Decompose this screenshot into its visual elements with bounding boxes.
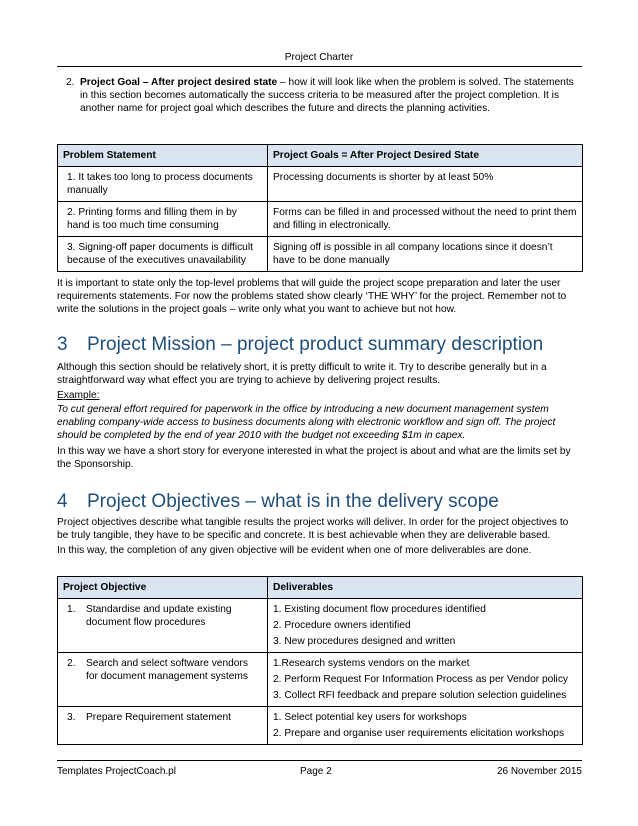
- section-4-title: Project Objectives – what is in the delivery scope: [87, 491, 499, 512]
- problem-cell: 2. Printing forms and filling them in by hand is too much time consuming: [58, 202, 268, 237]
- deliverable-item: 2. Procedure owners identified: [273, 620, 411, 631]
- deliverable-item: 3. Collect RFI feedback and prepare solution selection guidelines: [273, 690, 567, 701]
- table-row: [58, 167, 583, 202]
- header-rule: [57, 66, 582, 67]
- section-3-intro: Although this section should be relatively short, it is pretty difficult to write it. Try to describe generally but in a straightforward way what effect you are trying to achieve by delivering project results.: [57, 362, 547, 387]
- objective-cell: [58, 653, 268, 707]
- goal-text: – how it will look like when the problem is solved. The statements in this section becomes automatically the success criteria to be measured after the project completion. It is another name for project goal which describes the future and directs the planning activities.: [80, 77, 574, 115]
- table2-header-objective: Project Objective: [58, 577, 268, 599]
- goal-cell: Processing documents is shorter by at least 50%: [268, 167, 583, 202]
- example-text: To cut general effort required for paperwork in the office by introducing a new document management system enabling company-wide access to business documents along with electronic workflow and sign off. The project should be completed by the end of year 2010 with the budget not exceeding $1m in capex.: [57, 404, 556, 442]
- footer-page-number: Page 2: [300, 766, 332, 777]
- objective-number: 2.: [67, 658, 76, 669]
- deliverable-item: 1.Research systems vendors on the market: [273, 658, 470, 669]
- table-row: [58, 707, 583, 745]
- section-3-number: 3: [57, 334, 68, 355]
- section-4-closing: In this way, the completion of any given objective will be evident when one of more deliverables are done.: [57, 545, 532, 556]
- goal-number: 2.: [66, 77, 75, 88]
- problem-goal-table: [57, 144, 583, 272]
- objective-text: Standardise and update existing document flow procedures: [86, 604, 232, 628]
- objective-text: Prepare Requirement statement: [86, 712, 231, 723]
- table1-header-problem: Problem Statement: [58, 145, 268, 167]
- deliverables-cell: [268, 599, 583, 653]
- section-3-heading: [57, 334, 543, 356]
- scope-note-paragraph: It is important to state only the top-level problems that will guide the project scope preparation and later the user requirements statements. For now the problems stated show clearly ‘THE WHY’ for the project. Remember not to write the solutions in the project goals – write only what you want to achieve but not how.: [57, 278, 567, 316]
- page-header: Project Charter: [284, 52, 354, 63]
- table1-header-goals: Project Goals = After Project Desired State: [268, 145, 583, 167]
- deliverable-item: 1. Existing document flow procedures identified: [273, 604, 486, 615]
- goal-bold-title: Project Goal – After project desired state: [80, 77, 278, 88]
- objective-cell: [58, 707, 268, 745]
- table-row: [58, 653, 583, 707]
- example-label: Example:: [57, 390, 100, 401]
- objective-number: 3.: [67, 712, 76, 723]
- section-3-title: Project Mission – project product summary description: [87, 334, 544, 355]
- goal-cell: Forms can be filled in and processed without the need to print them and filling in electronically.: [268, 202, 583, 237]
- deliverable-item: 2. Prepare and organise user requirements elicitation workshops: [273, 728, 565, 739]
- table-row: [58, 599, 583, 653]
- footer-date: 26 November 2015: [496, 766, 582, 777]
- table-row: [58, 237, 583, 272]
- objective-number: 1.: [67, 604, 76, 615]
- goal-cell: Signing off is possible in all company locations since it doesn’t have to be done manually: [268, 237, 583, 272]
- table2-header-deliverables: Deliverables: [268, 577, 583, 599]
- footer-source: Templates ProjectCoach.pl: [57, 766, 176, 777]
- section-4-intro: Project objectives describe what tangible results the project works will deliver. In order for the project objectives to be truly tangible, they have to be specific and concrete. It is best achievable when they are deliverable based.: [57, 517, 569, 542]
- page-footer: [57, 760, 582, 777]
- deliverable-item: 3. New procedures designed and written: [273, 636, 456, 647]
- section-4-number: 4: [57, 491, 68, 512]
- project-goal-paragraph: [66, 76, 582, 116]
- objective-cell: [58, 599, 268, 653]
- objective-text: Search and select software vendors for document management systems: [86, 658, 248, 682]
- deliverable-item: 2. Perform Request For Information Process as per Vendor policy: [273, 674, 569, 685]
- deliverable-item: 1. Select potential key users for workshops: [273, 712, 467, 723]
- deliverables-cell: [268, 653, 583, 707]
- table-row: [58, 202, 583, 237]
- section-4-heading: [57, 491, 499, 513]
- problem-cell: 3. Signing-off paper documents is difficult because of the executives unavailability: [58, 237, 268, 272]
- section-3-closing: In this way we have a short story for everyone interested in what the project is about and what are the limits set by the Sponsorship.: [57, 446, 571, 471]
- objectives-table: [57, 576, 583, 745]
- deliverables-cell: [268, 707, 583, 745]
- problem-cell: 1. It takes too long to process documents manually: [58, 167, 268, 202]
